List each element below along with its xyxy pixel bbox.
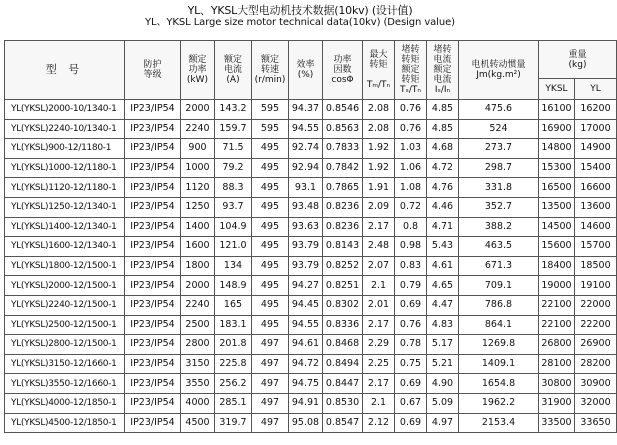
cell-max-torque: 2.08 — [363, 100, 395, 120]
cell-weight-yl: 17000 — [575, 119, 617, 139]
cell-stall-torque: 0.69 — [395, 413, 427, 433]
cell-speed: 495 — [252, 139, 289, 159]
cell-current: 134 — [215, 256, 252, 276]
cell-inertia: 388.2 — [459, 217, 539, 237]
cell-weight-yl: 22000 — [575, 295, 617, 315]
cell-current: 225.8 — [215, 354, 252, 374]
cell-stall-torque: 0.69 — [395, 374, 427, 394]
cell-power: 4000 — [181, 393, 215, 413]
cell-protection: IP23/IP54 — [125, 197, 181, 217]
cell-max-torque: 1.92 — [363, 158, 395, 178]
cell-weight-yksl: 18400 — [539, 256, 575, 276]
cell-efficiency: 94.61 — [289, 335, 323, 355]
cell-stall-torque: 0.83 — [395, 256, 427, 276]
cell-weight-yksl: 16100 — [539, 100, 575, 120]
cell-power-factor: 0.7865 — [323, 178, 363, 198]
cell-model: YL(YKSL)900-12/1180-1 — [5, 139, 125, 159]
cell-max-torque: 2.17 — [363, 217, 395, 237]
cell-current: 121.0 — [215, 237, 252, 257]
cell-protection: IP23/IP54 — [125, 237, 181, 257]
header-max-torque: 最大 转矩 Tₘ/Tₙ — [363, 41, 395, 100]
cell-inertia: 1962.2 — [459, 393, 539, 413]
cell-protection: IP23/IP54 — [125, 335, 181, 355]
cell-power: 2240 — [181, 119, 215, 139]
cell-protection: IP23/IP54 — [125, 393, 181, 413]
cell-speed: 595 — [252, 100, 289, 120]
header-speed: 额定 转速 (r/min) — [252, 41, 289, 100]
cell-model: YL(YKSL)1120-12/1180-1 — [5, 178, 125, 198]
cell-efficiency: 94.55 — [289, 119, 323, 139]
cell-efficiency: 94.45 — [289, 295, 323, 315]
cell-current: 319.7 — [215, 413, 252, 433]
cell-current: 165 — [215, 295, 252, 315]
cell-model: YL(YKSL)3550-12/1660-1 — [5, 374, 125, 394]
cell-inertia: 463.5 — [459, 237, 539, 257]
cell-power-factor: 0.8547 — [323, 413, 363, 433]
cell-weight-yksl: 14800 — [539, 139, 575, 159]
cell-inertia: 298.7 — [459, 158, 539, 178]
cell-weight-yl: 15400 — [575, 158, 617, 178]
cell-efficiency: 94.55 — [289, 315, 323, 335]
cell-stall-torque: 0.76 — [395, 100, 427, 120]
table-row — [5, 217, 617, 237]
cell-stall-current: 4.76 — [427, 178, 459, 198]
header-stall-current: 堵转 电流 额定 电流 Iₛ/Iₙ — [427, 41, 459, 100]
cell-power: 3550 — [181, 374, 215, 394]
cell-weight-yksl: 13500 — [539, 197, 575, 217]
cell-speed: 495 — [252, 237, 289, 257]
cell-power-factor: 0.8252 — [323, 256, 363, 276]
cell-power-factor: 0.8563 — [323, 119, 363, 139]
cell-speed: 497 — [252, 354, 289, 374]
cell-speed: 497 — [252, 374, 289, 394]
cell-stall-current: 4.72 — [427, 158, 459, 178]
cell-speed: 495 — [252, 178, 289, 198]
cell-speed: 497 — [252, 335, 289, 355]
cell-max-torque: 2.17 — [363, 315, 395, 335]
cell-efficiency: 94.72 — [289, 354, 323, 374]
cell-power-factor: 0.8494 — [323, 354, 363, 374]
cell-power: 1120 — [181, 178, 215, 198]
cell-weight-yl: 30900 — [575, 374, 617, 394]
cell-current: 285.1 — [215, 393, 252, 413]
cell-current: 88.3 — [215, 178, 252, 198]
cell-model: YL(YKSL)2000-12/1500-1 — [5, 276, 125, 296]
cell-inertia: 475.6 — [459, 100, 539, 120]
cell-max-torque: 2.01 — [363, 295, 395, 315]
cell-stall-torque: 0.72 — [395, 197, 427, 217]
cell-efficiency: 94.75 — [289, 374, 323, 394]
header-weight: 重量 (kg) — [539, 41, 617, 79]
cell-power: 3150 — [181, 354, 215, 374]
header-stall-torque: 堵转 转矩 额定 转矩 Tₛ/Tₙ — [395, 41, 427, 100]
cell-power-factor: 0.8236 — [323, 197, 363, 217]
cell-max-torque: 1.91 — [363, 178, 395, 198]
table-row — [5, 119, 617, 139]
cell-stall-torque: 1.06 — [395, 158, 427, 178]
cell-speed: 495 — [252, 295, 289, 315]
cell-stall-current: 4.71 — [427, 217, 459, 237]
cell-weight-yl: 14900 — [575, 139, 617, 159]
cell-efficiency: 93.63 — [289, 217, 323, 237]
table-row — [5, 276, 617, 296]
cell-max-torque: 2.48 — [363, 237, 395, 257]
cell-current: 148.9 — [215, 276, 252, 296]
cell-power: 2500 — [181, 315, 215, 335]
cell-weight-yksl: 19000 — [539, 276, 575, 296]
cell-model: YL(YKSL)2800-12/1500-1 — [5, 335, 125, 355]
cell-protection: IP23/IP54 — [125, 276, 181, 296]
cell-model: YL(YKSL)3150-12/1660-1 — [5, 354, 125, 374]
cell-model: YL(YKSL)1000-12/1180-1 — [5, 158, 125, 178]
cell-stall-current: 5.21 — [427, 354, 459, 374]
cell-max-torque: 2.25 — [363, 354, 395, 374]
cell-weight-yl: 32000 — [575, 393, 617, 413]
cell-model: YL(YKSL)1800-12/1500-1 — [5, 256, 125, 276]
cell-stall-torque: 0.67 — [395, 393, 427, 413]
cell-efficiency: 95.08 — [289, 413, 323, 433]
cell-protection: IP23/IP54 — [125, 139, 181, 159]
cell-protection: IP23/IP54 — [125, 295, 181, 315]
cell-max-torque: 2.09 — [363, 197, 395, 217]
cell-stall-current: 4.85 — [427, 119, 459, 139]
cell-weight-yl: 15700 — [575, 237, 617, 257]
header-efficiency: 效率 (%) — [289, 41, 323, 100]
table-row — [5, 158, 617, 178]
cell-protection: IP23/IP54 — [125, 315, 181, 335]
cell-stall-current: 4.61 — [427, 256, 459, 276]
cell-power-factor: 0.8530 — [323, 393, 363, 413]
cell-efficiency: 93.79 — [289, 237, 323, 257]
cell-inertia: 671.3 — [459, 256, 539, 276]
cell-max-torque: 2.1 — [363, 276, 395, 296]
cell-stall-torque: 0.76 — [395, 119, 427, 139]
cell-weight-yl: 16600 — [575, 178, 617, 198]
table-row — [5, 100, 617, 120]
cell-weight-yl: 16200 — [575, 100, 617, 120]
cell-stall-current: 5.09 — [427, 393, 459, 413]
cell-speed: 497 — [252, 393, 289, 413]
table-row — [5, 178, 617, 198]
cell-protection: IP23/IP54 — [125, 256, 181, 276]
cell-model: YL(YKSL)2240-10/1340-1 — [5, 119, 125, 139]
cell-inertia: 786.8 — [459, 295, 539, 315]
table-row — [5, 256, 617, 276]
cell-max-torque: 2.1 — [363, 393, 395, 413]
cell-max-torque: 1.92 — [363, 139, 395, 159]
cell-inertia: 864.1 — [459, 315, 539, 335]
cell-max-torque: 2.12 — [363, 413, 395, 433]
cell-weight-yl: 22200 — [575, 315, 617, 335]
cell-inertia: 1269.8 — [459, 335, 539, 355]
cell-speed: 495 — [252, 158, 289, 178]
cell-weight-yksl: 28100 — [539, 354, 575, 374]
cell-speed: 497 — [252, 413, 289, 433]
cell-stall-current: 4.65 — [427, 276, 459, 296]
cell-weight-yksl: 16500 — [539, 178, 575, 198]
cell-power: 1000 — [181, 158, 215, 178]
cell-max-torque: 2.29 — [363, 335, 395, 355]
cell-weight-yksl: 30800 — [539, 374, 575, 394]
cell-power: 1600 — [181, 237, 215, 257]
cell-protection: IP23/IP54 — [125, 158, 181, 178]
cell-stall-current: 4.47 — [427, 295, 459, 315]
header-power: 额定 功率 (kW) — [181, 41, 215, 100]
cell-protection: IP23/IP54 — [125, 374, 181, 394]
cell-speed: 495 — [252, 256, 289, 276]
table-row — [5, 413, 617, 433]
cell-model: YL(YKSL)2500-12/1500-1 — [5, 315, 125, 335]
cell-power: 2800 — [181, 335, 215, 355]
cell-efficiency: 92.94 — [289, 158, 323, 178]
cell-protection: IP23/IP54 — [125, 178, 181, 198]
cell-weight-yl: 28200 — [575, 354, 617, 374]
table-row — [5, 374, 617, 394]
cell-current: 79.2 — [215, 158, 252, 178]
cell-weight-yl: 13600 — [575, 197, 617, 217]
cell-weight-yksl: 14500 — [539, 217, 575, 237]
cell-current: 256.2 — [215, 374, 252, 394]
cell-current: 71.5 — [215, 139, 252, 159]
header-power-factor: 功率 因数 cosΦ — [323, 41, 363, 100]
cell-current: 143.2 — [215, 100, 252, 120]
cell-inertia: 1409.1 — [459, 354, 539, 374]
cell-power-factor: 0.8236 — [323, 217, 363, 237]
table-body — [5, 100, 617, 433]
cell-weight-yksl: 22100 — [539, 315, 575, 335]
cell-stall-torque: 0.75 — [395, 354, 427, 374]
motor-data-table — [4, 40, 617, 433]
cell-inertia: 2153.4 — [459, 413, 539, 433]
cell-power: 4500 — [181, 413, 215, 433]
table-row — [5, 354, 617, 374]
cell-stall-current: 5.43 — [427, 237, 459, 257]
cell-power-factor: 0.8336 — [323, 315, 363, 335]
cell-speed: 495 — [252, 197, 289, 217]
table-row — [5, 197, 617, 217]
cell-efficiency: 93.48 — [289, 197, 323, 217]
cell-max-torque: 2.08 — [363, 119, 395, 139]
cell-model: YL(YKSL)1600-12/1340-1 — [5, 237, 125, 257]
cell-inertia: 331.8 — [459, 178, 539, 198]
cell-power: 2000 — [181, 276, 215, 296]
cell-model: YL(YKSL)4000-12/1850-1 — [5, 393, 125, 413]
cell-stall-current: 4.83 — [427, 315, 459, 335]
cell-weight-yl: 18500 — [575, 256, 617, 276]
page-title-chinese: YL、YKSL大型电动机技术数据(10kv) (设计值) — [187, 4, 413, 17]
table-row — [5, 315, 617, 335]
cell-current: 183.1 — [215, 315, 252, 335]
cell-model: YL(YKSL)1400-12/1340-1 — [5, 217, 125, 237]
cell-stall-torque: 0.79 — [395, 276, 427, 296]
cell-power-factor: 0.8302 — [323, 295, 363, 315]
cell-inertia: 524 — [459, 119, 539, 139]
header-weight-yl: YL — [575, 79, 617, 100]
cell-model: YL(YKSL)1250-12/1340-1 — [5, 197, 125, 217]
cell-stall-current: 4.85 — [427, 100, 459, 120]
cell-model: YL(YKSL)2240-12/1500-1 — [5, 295, 125, 315]
cell-current: 201.8 — [215, 335, 252, 355]
header-inertia: 电机转动惯量 Jm(kg.m²) — [459, 41, 539, 100]
page-title-block — [0, 0, 600, 40]
cell-current: 93.7 — [215, 197, 252, 217]
header-weight-yksl: YKSL — [539, 79, 575, 100]
cell-inertia: 352.7 — [459, 197, 539, 217]
table-row — [5, 295, 617, 315]
cell-efficiency: 94.37 — [289, 100, 323, 120]
cell-power: 2000 — [181, 100, 215, 120]
cell-stall-torque: 0.76 — [395, 315, 427, 335]
cell-max-torque: 2.07 — [363, 256, 395, 276]
cell-speed: 595 — [252, 119, 289, 139]
cell-efficiency: 94.27 — [289, 276, 323, 296]
cell-power-factor: 0.8447 — [323, 374, 363, 394]
cell-inertia: 273.7 — [459, 139, 539, 159]
cell-weight-yksl: 16900 — [539, 119, 575, 139]
cell-model: YL(YKSL)4500-12/1850-1 — [5, 413, 125, 433]
cell-power-factor: 0.8251 — [323, 276, 363, 296]
cell-stall-current: 4.46 — [427, 197, 459, 217]
cell-speed: 495 — [252, 276, 289, 296]
cell-power-factor: 0.7833 — [323, 139, 363, 159]
cell-speed: 495 — [252, 315, 289, 335]
cell-weight-yksl: 31900 — [539, 393, 575, 413]
cell-inertia: 709.1 — [459, 276, 539, 296]
cell-protection: IP23/IP54 — [125, 100, 181, 120]
cell-max-torque: 2.17 — [363, 374, 395, 394]
cell-stall-torque: 1.03 — [395, 139, 427, 159]
cell-protection: IP23/IP54 — [125, 354, 181, 374]
cell-protection: IP23/IP54 — [125, 217, 181, 237]
cell-efficiency: 92.74 — [289, 139, 323, 159]
cell-power: 1250 — [181, 197, 215, 217]
cell-model: YL(YKSL)2000-10/1340-1 — [5, 100, 125, 120]
cell-stall-torque: 0.69 — [395, 295, 427, 315]
header-protection: 防护 等级 — [125, 41, 181, 100]
page-title-english: YL、YKSL Large size motor technical data(10kv) (Design value) — [145, 17, 455, 28]
cell-power-factor: 0.8468 — [323, 335, 363, 355]
table-row — [5, 335, 617, 355]
cell-power-factor: 0.7842 — [323, 158, 363, 178]
header-model: 型 号 — [5, 41, 125, 100]
cell-power-factor: 0.8546 — [323, 100, 363, 120]
table-row — [5, 393, 617, 413]
cell-stall-current: 4.97 — [427, 413, 459, 433]
cell-power: 900 — [181, 139, 215, 159]
cell-weight-yksl: 22100 — [539, 295, 575, 315]
cell-stall-torque: 0.8 — [395, 217, 427, 237]
cell-inertia: 1654.8 — [459, 374, 539, 394]
cell-weight-yl: 26900 — [575, 335, 617, 355]
cell-protection: IP23/IP54 — [125, 413, 181, 433]
cell-efficiency: 93.79 — [289, 256, 323, 276]
cell-weight-yksl: 15600 — [539, 237, 575, 257]
table-row — [5, 139, 617, 159]
cell-power-factor: 0.8143 — [323, 237, 363, 257]
cell-efficiency: 93.1 — [289, 178, 323, 198]
cell-stall-torque: 1.08 — [395, 178, 427, 198]
cell-weight-yksl: 26800 — [539, 335, 575, 355]
cell-weight-yl: 19100 — [575, 276, 617, 296]
cell-stall-current: 4.68 — [427, 139, 459, 159]
cell-current: 104.9 — [215, 217, 252, 237]
cell-efficiency: 94.91 — [289, 393, 323, 413]
cell-stall-torque: 0.78 — [395, 335, 427, 355]
cell-current: 159.7 — [215, 119, 252, 139]
cell-power: 2240 — [181, 295, 215, 315]
cell-power: 1400 — [181, 217, 215, 237]
cell-stall-torque: 0.98 — [395, 237, 427, 257]
cell-weight-yksl: 33500 — [539, 413, 575, 433]
cell-weight-yksl: 15300 — [539, 158, 575, 178]
table-row — [5, 237, 617, 257]
cell-power: 1800 — [181, 256, 215, 276]
cell-stall-current: 4.90 — [427, 374, 459, 394]
header-current: 额定 电流 (A) — [215, 41, 252, 100]
cell-protection: IP23/IP54 — [125, 119, 181, 139]
cell-speed: 495 — [252, 217, 289, 237]
cell-weight-yl: 33650 — [575, 413, 617, 433]
cell-stall-current: 5.17 — [427, 335, 459, 355]
cell-weight-yl: 14600 — [575, 217, 617, 237]
